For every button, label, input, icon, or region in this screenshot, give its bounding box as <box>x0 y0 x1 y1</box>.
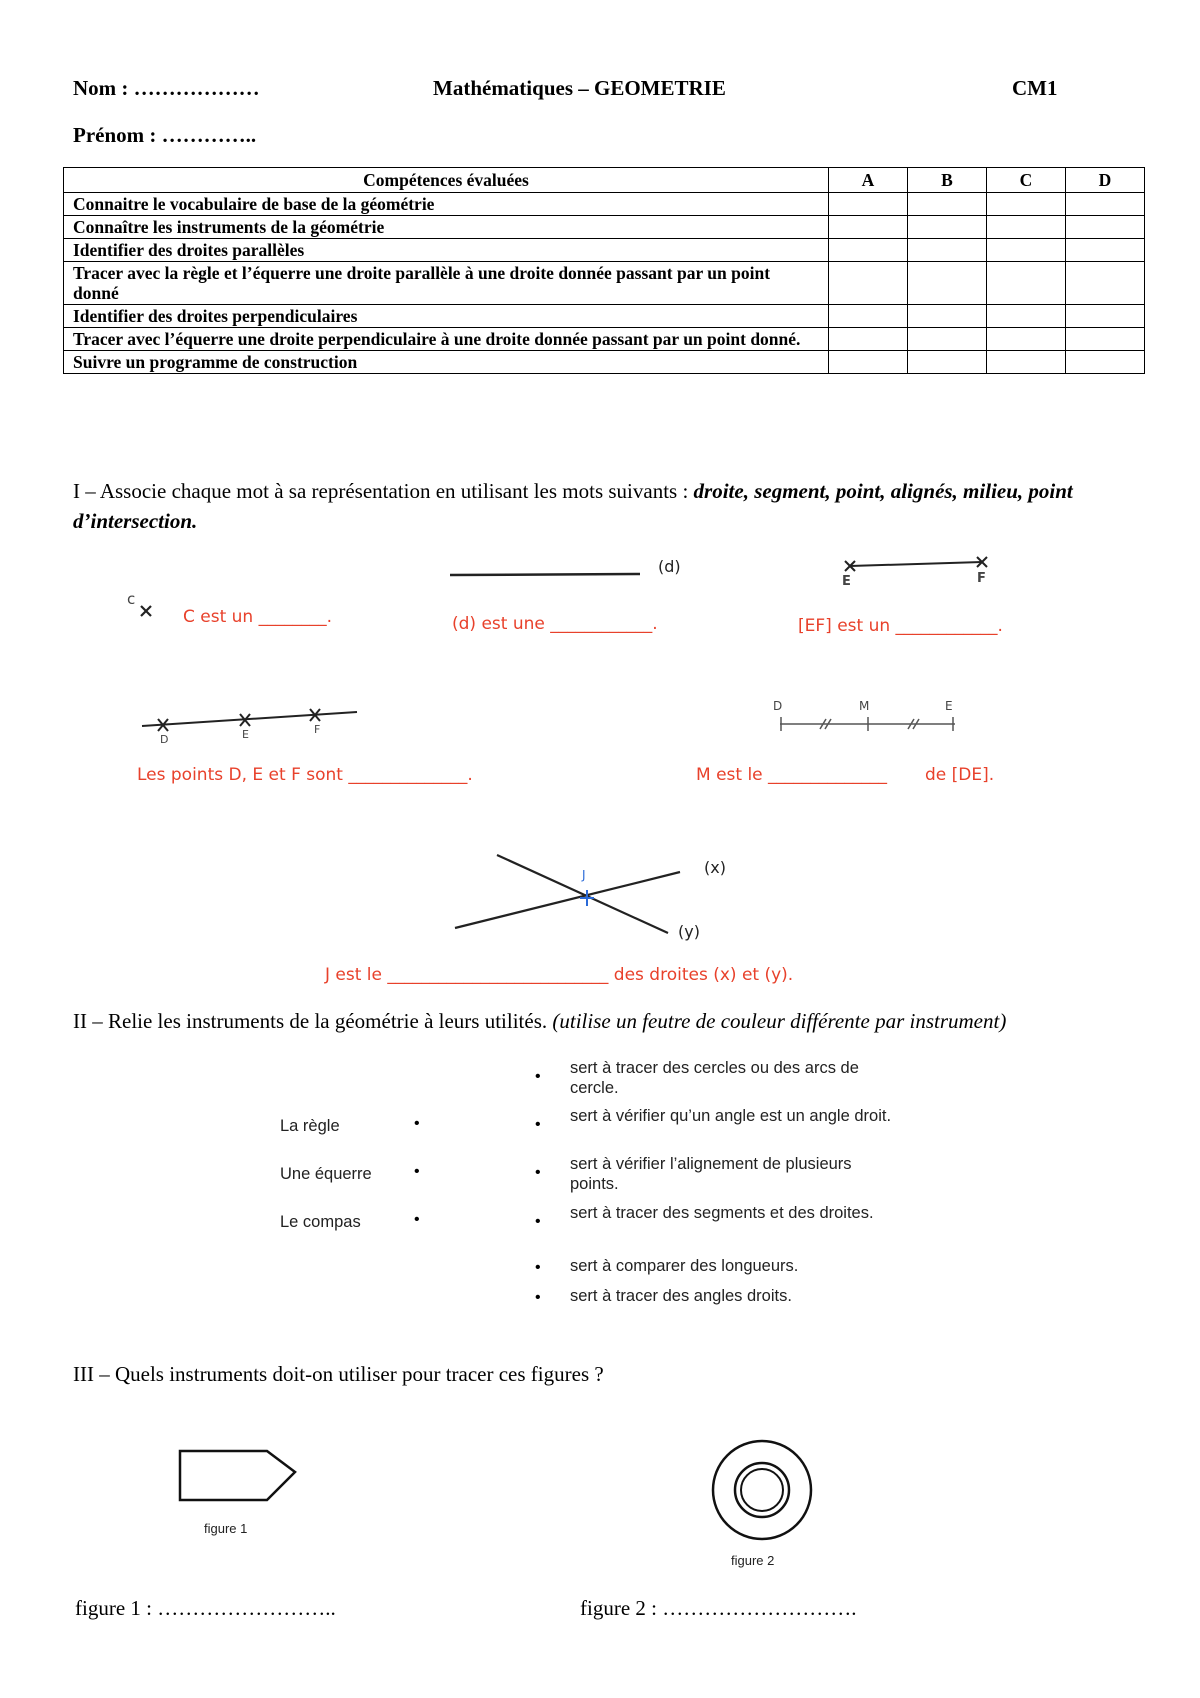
competence-label: Identifier des droites parallèles <box>64 239 829 262</box>
figure1-answer[interactable]: figure 1 : …………………….. <box>75 1596 336 1620</box>
competence-label: Connaitre le vocabulaire de base de la géométrie <box>64 193 829 216</box>
word-list: droite, segment, point, alignés, milieu, point d’intersection <box>73 479 1073 533</box>
instrument-dot[interactable]: • <box>414 1163 420 1180</box>
point-c-figure <box>141 606 151 616</box>
point-j-mark <box>580 890 594 906</box>
point-j-label: J <box>582 868 586 882</box>
use-dot[interactable]: • <box>535 1213 541 1230</box>
use-item: sert à tracer des angles droits. <box>570 1287 792 1305</box>
use-item: sert à vérifier qu’un angle est un angle droit. <box>570 1107 892 1125</box>
table-header-label: Compétences évaluées <box>64 168 829 193</box>
point-e-label: E <box>842 574 851 589</box>
use-item: sert à tracer des segments et des droites. <box>570 1204 874 1222</box>
midpoint-m-label: M <box>859 699 870 713</box>
aligned-sentence: Les points D, E et F sont ______________. <box>137 765 473 785</box>
figure2-answer[interactable]: figure 2 : ………………………. <box>580 1596 857 1620</box>
use-item: sert à comparer des longueurs. <box>570 1257 799 1275</box>
segment-ef <box>845 557 987 571</box>
figure1-caption: figure 1 <box>204 1521 248 1536</box>
point-c-label: c <box>127 590 136 608</box>
section3-instruction: III – Quels instruments doit-on utiliser pour tracer ces figures ? <box>73 1362 604 1386</box>
column-b: B <box>908 168 987 193</box>
aligned-f-label: F <box>314 723 321 736</box>
use-dot[interactable]: • <box>535 1164 541 1181</box>
use-dot[interactable]: • <box>535 1068 541 1085</box>
figure1-shape <box>180 1451 295 1500</box>
line-sentence: (d) est une ____________. <box>452 614 658 634</box>
use-dot[interactable]: • <box>535 1289 541 1306</box>
segment-sentence: [EF] est un ____________. <box>798 616 1003 636</box>
midpoint-d-label: D <box>773 699 783 713</box>
figure2-caption: figure 2 <box>731 1553 775 1568</box>
page-title: Mathématiques – GEOMETRIE <box>433 76 726 100</box>
intersection-figure <box>455 855 680 933</box>
line-y-label: (y) <box>678 922 700 941</box>
competence-label: Connaître les instruments de la géométrie <box>64 216 829 239</box>
midpoint-segment <box>780 717 955 731</box>
competence-label: Tracer avec la règle et l’équerre une droite parallèle à une droite donnée passant par un point donné <box>64 262 829 305</box>
aligned-e-label: E <box>242 728 249 741</box>
figure2-middle-circle <box>741 1469 783 1511</box>
class-level: CM1 <box>1012 76 1058 100</box>
instrument-dot[interactable]: • <box>414 1211 420 1228</box>
figure2-inner-circle <box>735 1463 789 1517</box>
instrument-regle: La règle <box>280 1117 340 1135</box>
line-d <box>450 574 640 575</box>
figure2-outer-circle <box>713 1441 811 1539</box>
intersection-sentence: J est le __________________________ des droites (x) et (y). <box>325 965 794 985</box>
firstname-field: Prénom : ………….. <box>73 123 257 147</box>
use-item: sert à vérifier l’alignement de plusieurs points. <box>570 1155 852 1193</box>
column-a: A <box>829 168 908 193</box>
use-item: sert à tracer des cercles ou des arcs de cercle. <box>570 1059 859 1097</box>
competence-label: Identifier des droites perpendiculaires <box>64 305 829 328</box>
section1-instruction: I – Associe chaque mot à sa représentation en utilisant les mots suivants : droite, segment, point, alignés, milieu, point d’intersection. <box>73 479 1073 533</box>
name-field: Nom : ……………… <box>73 76 260 100</box>
aligned-points <box>142 709 357 731</box>
midpoint-sentence-b: de [DE]. <box>925 765 995 785</box>
point-f-label: F <box>977 571 986 586</box>
midpoint-sentence-a: M est le ______________ <box>696 765 888 785</box>
aligned-d-label: D <box>160 733 169 746</box>
line-x-label: (x) <box>704 858 726 877</box>
competence-label: Tracer avec l’équerre une droite perpendiculaire à une droite donnée passant par un point donné. <box>64 328 829 351</box>
midpoint-e-label: E <box>945 699 953 713</box>
instrument-compas: Le compas <box>280 1213 361 1231</box>
instrument-equerre: Une équerre <box>280 1165 372 1183</box>
use-dot[interactable]: • <box>535 1259 541 1276</box>
column-c: C <box>987 168 1066 193</box>
column-d: D <box>1066 168 1145 193</box>
line-d-label: (d) <box>658 557 681 576</box>
use-dot[interactable]: • <box>535 1116 541 1133</box>
competence-label: Suivre un programme de construction <box>64 351 829 374</box>
point-sentence: C est un ________. <box>183 607 333 627</box>
instrument-dot[interactable]: • <box>414 1115 420 1132</box>
section2-instruction: II – Relie les instruments de la géométrie à leurs utilités. (utilise un feutre de couleur différente par instrument) <box>73 1009 1007 1033</box>
